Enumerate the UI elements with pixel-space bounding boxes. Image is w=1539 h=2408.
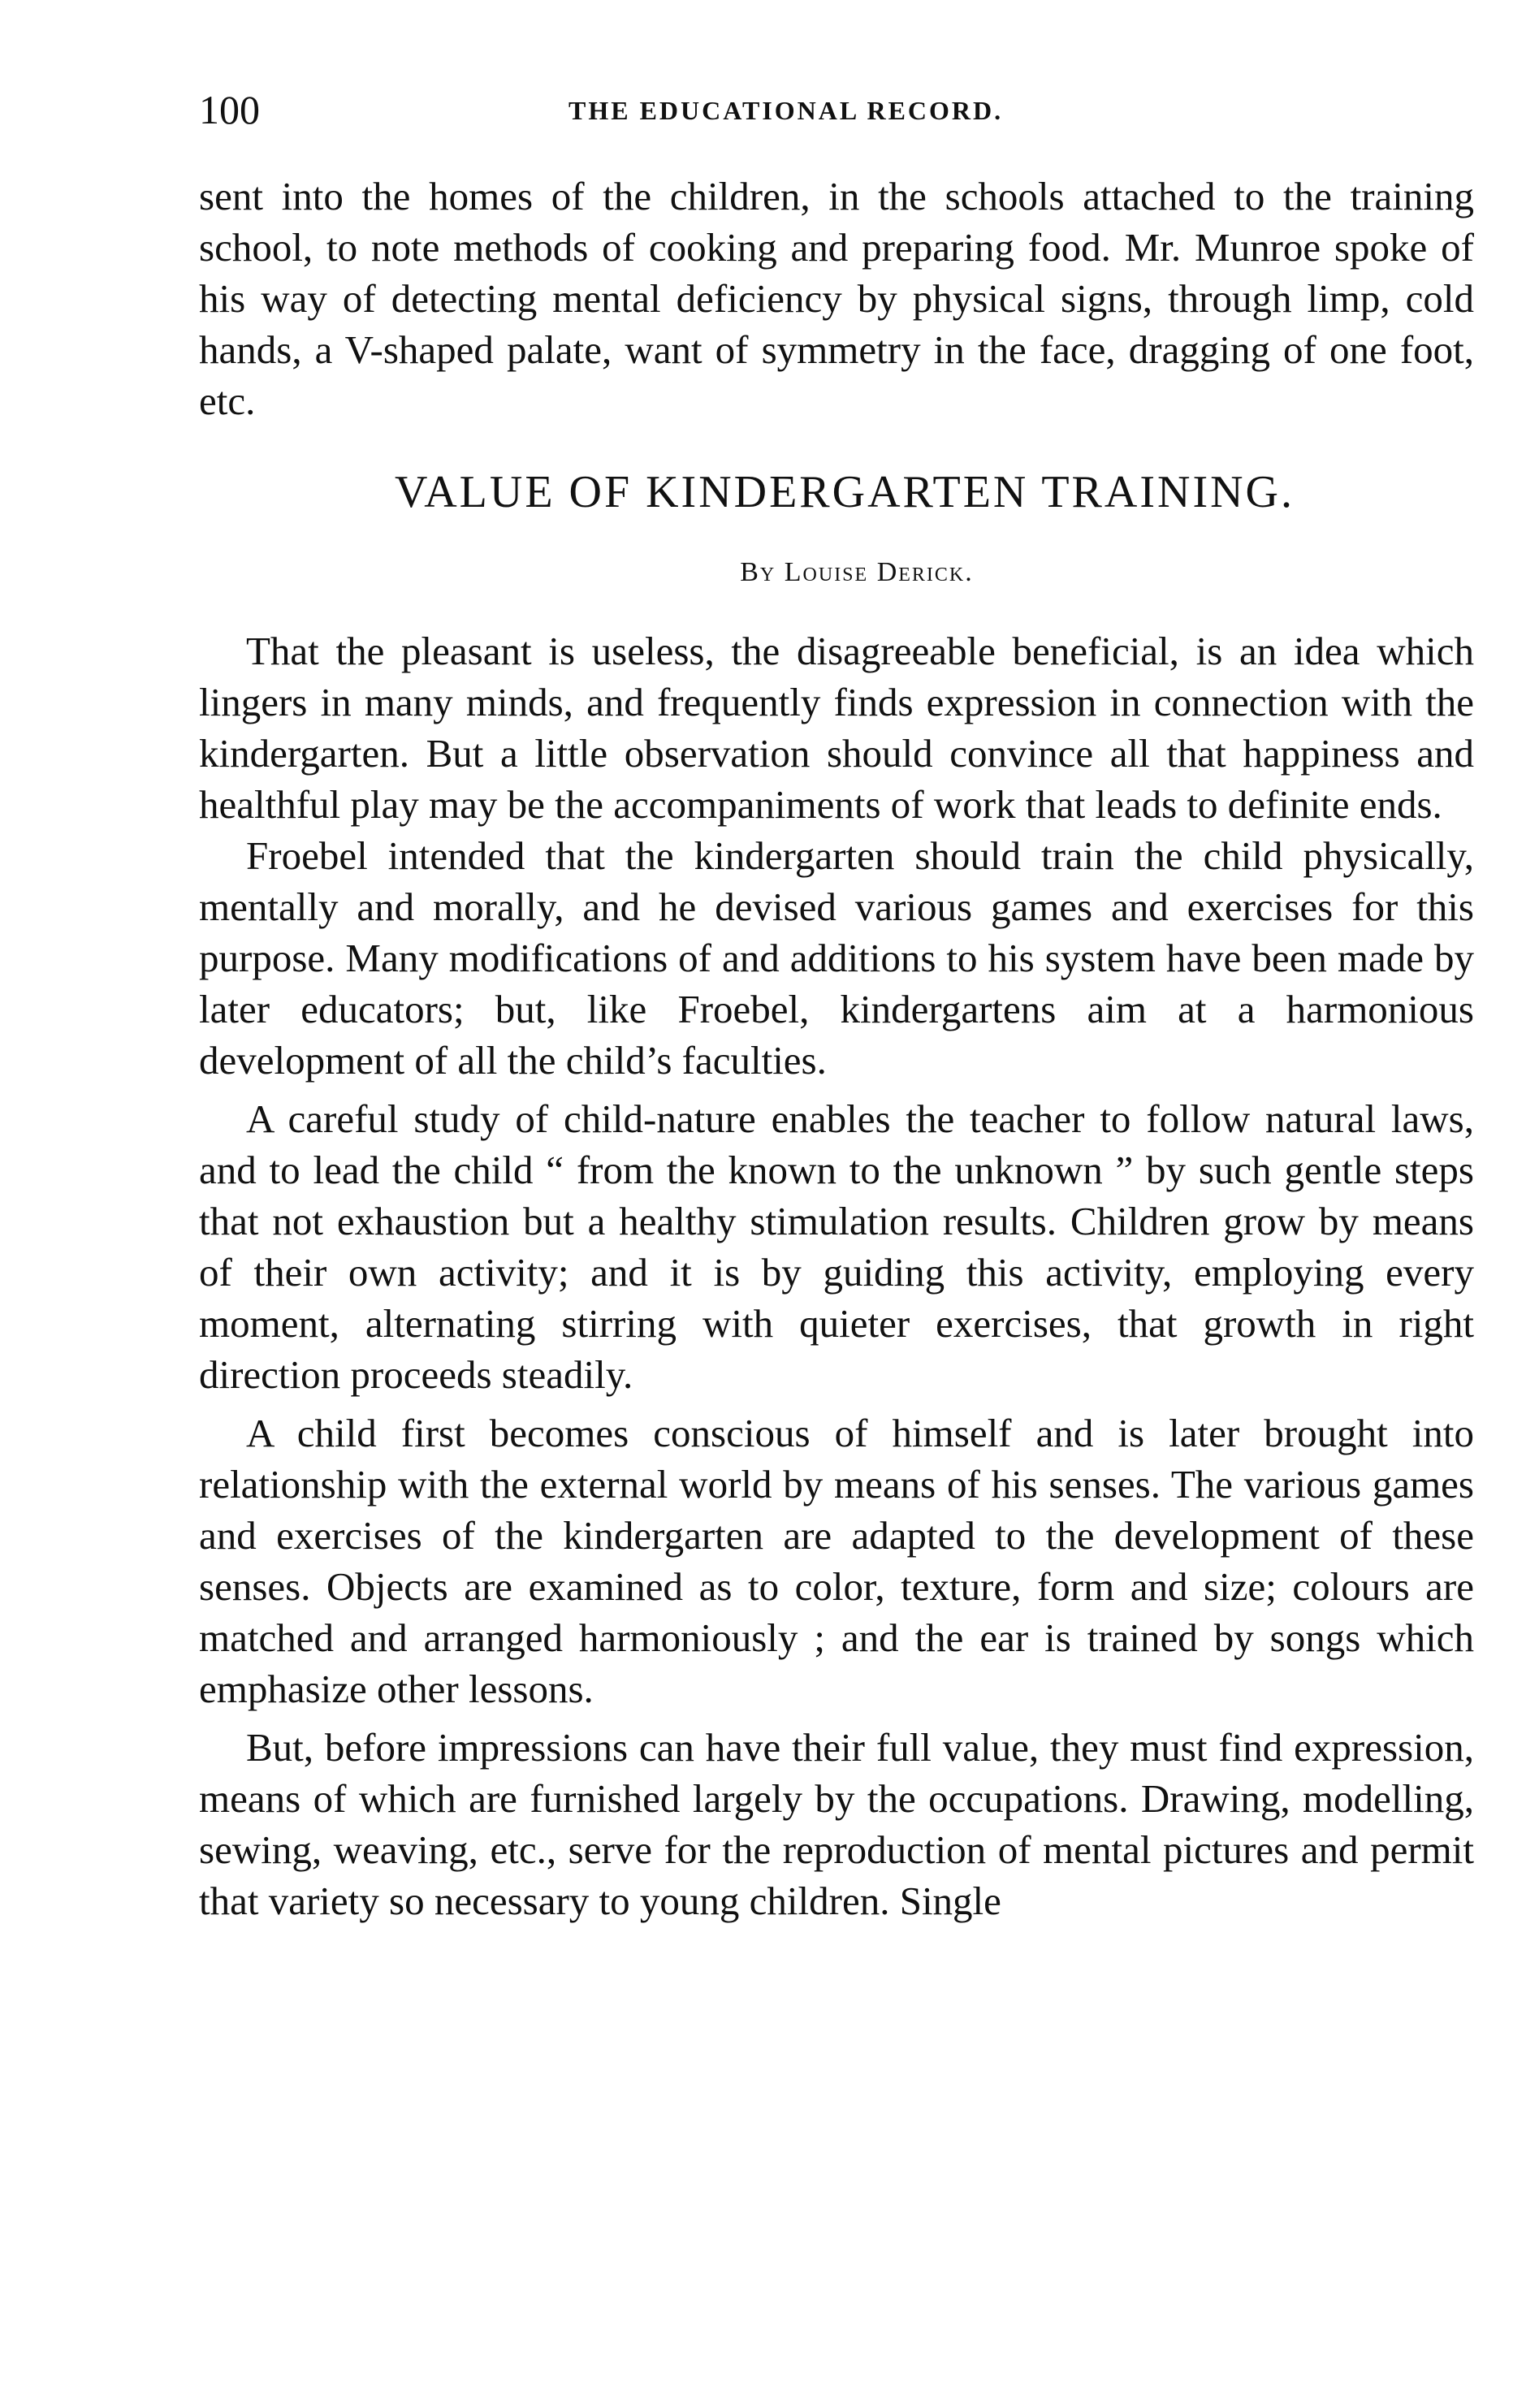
article-byline bbox=[199, 551, 1474, 593]
running-head: THE EDUCATIONAL RECORD. bbox=[568, 96, 1004, 125]
paragraph: But, before impressions can have their full value, they must find expression, means of which are furnished largely by the occupations. Drawing, modelling, sewing, weaving, etc., serve for the reproduction of mental pictures and permit that variety so necessary to young children. Single bbox=[199, 1725, 1474, 1923]
article-title: VALUE OF KINDERGARTEN TRAINING. bbox=[395, 467, 1295, 517]
paragraph: A careful study of child-nature enables the teacher to follow natural laws, and to lead the child “ from the known to the unknown ” by such gentle steps that not exhaustion but a healthy stimulation results. Children grow by means of their own activity; and it is by guiding this activity, employing every moment, alternating stirring with quieter exercises, that growth in right direction proceeds steadily. bbox=[199, 1096, 1474, 1397]
paragraph: A child first becomes conscious of himself and is later brought into relationship with the external world by means of his senses. The various games and exercises of the kindergarten are adapted to the development of these senses. Objects are examined as to color, texture, form and size; colours are matched and arranged harmoniously ; and the ear is trained by songs which emphasize other lessons. bbox=[199, 1411, 1474, 1711]
paragraph: Froebel intended that the kindergarten should train the child physically, mentally and morally, and he devised various games and exercises for this purpose. Many modifications of and additions to his system have been made by later educators; but, like Froebel, kindergartens aim at a harmonious development of all the child’s faculties. bbox=[199, 833, 1474, 1083]
page-body bbox=[199, 171, 1474, 1926]
page-number: 100 bbox=[199, 87, 260, 132]
paragraph: That the pleasant is useless, the disagreeable beneficial, is an idea which lingers in many minds, and frequently finds expression in connection with the kindergarten. But a little observation should convince all that happiness and healthful play may be the accompaniments of work that leads to definite ends. bbox=[199, 629, 1474, 827]
continuation-paragraph: sent into the homes of the children, in the schools attached to the training school, to note methods of cooking and preparing food. Mr. Munroe spoke of his way of detecting mental deficiency by physical signs, through limp, cold hands, a V-shaped palate, want of symmetry in the face, dragging of one foot, etc. bbox=[199, 174, 1474, 423]
byline-text: By Louise Derick. bbox=[740, 557, 974, 587]
page-header bbox=[199, 81, 1474, 138]
